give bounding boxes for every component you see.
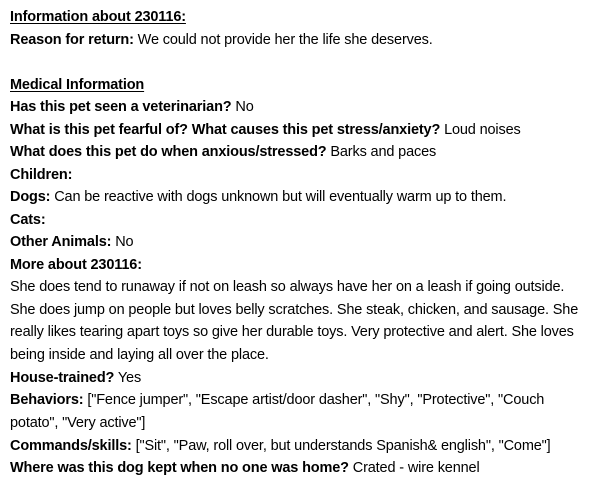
house-trained-value: Yes bbox=[114, 369, 142, 386]
reason-value: We could not provide her the life she deserves. bbox=[133, 31, 433, 48]
more-about-row bbox=[10, 254, 590, 277]
children-label: Children: bbox=[10, 166, 73, 183]
fear-row bbox=[10, 119, 590, 142]
cats-label: Cats: bbox=[10, 211, 46, 228]
kept-row bbox=[10, 457, 590, 480]
other-animals-row bbox=[10, 231, 590, 254]
anxious-label: What does this pet do when anxious/stressed? bbox=[10, 144, 327, 160]
house-trained-label: House-trained? bbox=[10, 369, 115, 386]
kept-value: Crated - wire kennel bbox=[348, 460, 480, 477]
cats-row bbox=[10, 209, 590, 232]
other-animals-label: Other Animals: bbox=[10, 234, 112, 250]
commands-value: ["Sit", "Paw, roll over, but understands Spanish& english", "Come"] bbox=[131, 437, 551, 454]
reason-for-return-row bbox=[10, 29, 590, 52]
vet-value: No bbox=[231, 99, 254, 115]
kept-label: Where was this dog kept when no one was home? bbox=[10, 460, 349, 477]
dogs-value: Can be reactive with dogs unknown but will eventually warm up to them. bbox=[50, 189, 507, 205]
behaviors-value: ["Fence jumper", "Escape artist/door dasher", "Shy", "Protective", "Couch potato", "Very active"] bbox=[10, 392, 545, 432]
info-heading: Information about 230116: bbox=[10, 9, 186, 25]
fear-label: What is this pet fearful of? What causes this pet stress/anxiety? bbox=[10, 121, 441, 138]
anxious-row bbox=[10, 141, 590, 164]
more-about-label: More about 230116: bbox=[10, 256, 142, 273]
section-spacer bbox=[10, 51, 590, 74]
reason-label: Reason for return: bbox=[10, 31, 134, 48]
vet-row bbox=[10, 96, 590, 119]
dogs-row bbox=[10, 186, 590, 209]
commands-row bbox=[10, 435, 590, 458]
fear-value: Loud noises bbox=[440, 121, 521, 138]
behaviors-label: Behaviors: bbox=[10, 392, 84, 409]
medical-heading: Medical Information bbox=[10, 76, 145, 93]
behaviors-row bbox=[10, 389, 590, 434]
commands-label: Commands/skills: bbox=[10, 437, 132, 454]
dogs-label: Dogs: bbox=[10, 189, 51, 205]
other-animals-value: No bbox=[111, 234, 134, 250]
children-row bbox=[10, 164, 590, 187]
anxious-value: Barks and paces bbox=[326, 144, 437, 160]
more-about-text: She does tend to runaway if not on leash so always have her on a leash if going outside. She does jump on people but loves belly scratches. She steak, chicken, and sausage. She really likes tearing apart toys so give her durable toys. Very protective and alert. She loves being inside and laying all over the place. bbox=[10, 279, 579, 364]
vet-label: Has this pet seen a veterinarian? bbox=[10, 99, 232, 115]
house-trained-row bbox=[10, 367, 590, 390]
